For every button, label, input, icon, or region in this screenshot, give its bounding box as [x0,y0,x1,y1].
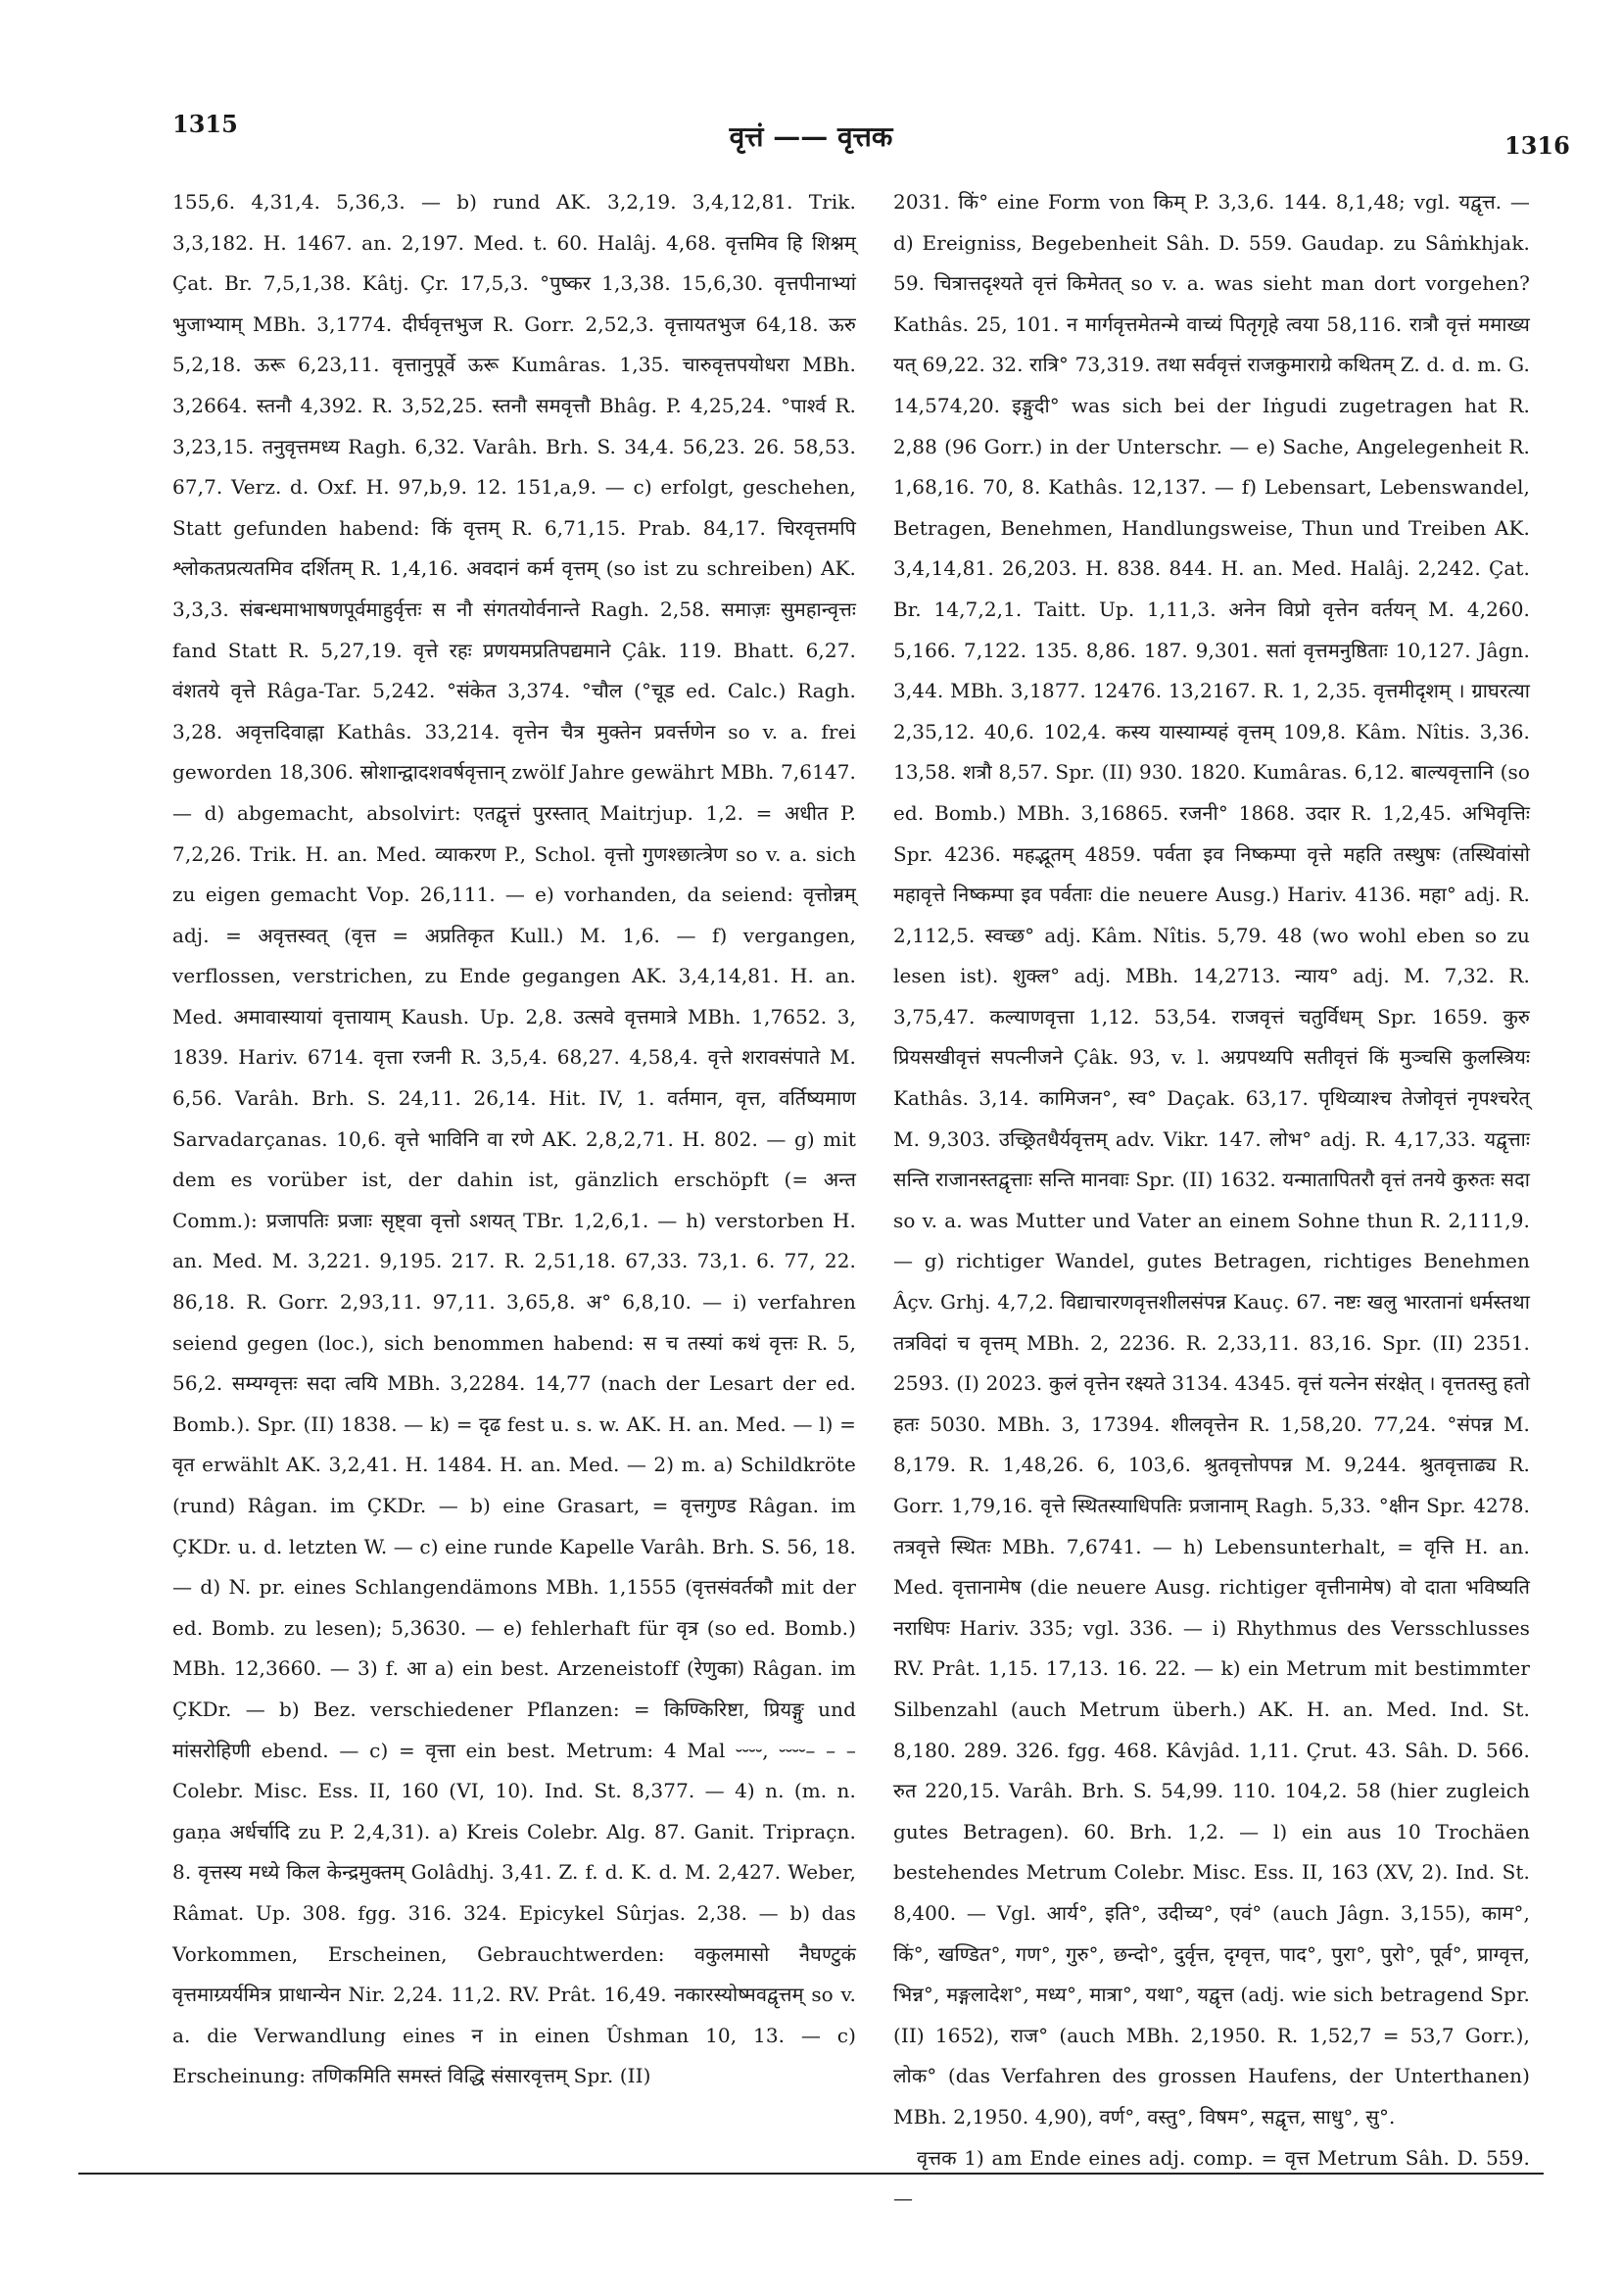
entry-vrttaka: वृत्तक 1) am Ende eines adj. comp. = वृत्त Metrum Sâh. D. 559. — [893,2145,1530,2211]
right-column-text: 2031. किं° eine Form von किम् P. 3,3,6. 144. 8,1,48; vgl. यद्वृत्त. — d) Ereigniss, Begebenheit Sâh. D. 559. Gaudap. zu Sâṁkhjak. 59. चित्रात्तदृश्यते वृत्तं किमेतत् so v. a. was sieht man dort vorgehen? Kathâs. 25, 101. न मार्गवृत्तमेतन्मे वाच्यं पितृगृहे त्वया 58,116. रात्रौ वृत्तं ममाख्य यत् 69,22. 32. रात्रि° 73,319. तथा सर्ववृत्तं राजकुमाराग्रे कथितम् Z. d. d. m. G. 14,574,20. इङ्गुदी° was sich bei der Iṅgudi zugetragen hat R. 2,88 (96 Gorr.) in der Unterschr. — e) Sache, Angelegenheit R. 1,68,16. 70, 8. Kathâs. 12,137. — f) Lebensart, Lebenswandel, Betragen, Benehmen, Handlungsweise, Thun und Treiben AK. 3,4,14,81. 26,203. H. 838. 844. H. an. Med. Halâj. 2,242. Çat. Br. 14,7,2,1. Taitt. Up. 1,11,3. अनेन विप्रो वृत्तेन वर्तयन् M. 4,260. 5,166. 7,122. 135. 8,86. 187. 9,301. सतां वृत्तमनुष्ठिताः 10,127. Jâgn. 3,44. MBh. 3,1877. 12476. 13,2167. R. 1, 2,35. वृत्तमीदृशम् । ग्राघरत्या 2,35,12. 40,6. 102,4. कस्य यास्याम्यहं वृत्तम् 109,8. Kâm. Nîtis. 3,36. 13,58. शत्रौ 8,57. Spr. (II) 930. 1820. Kumâras. 6,12. बाल्यवृत्तानि (so ed. Bomb.) MBh. 3,16865. रजनी° 1868. उदार R. 1,2,45. अभिवृत्तिः Spr. 4236. महद्भूतम् 4859. पर्वता इव निष्कम्पा वृत्ते महति तस्थुषः (तस्थिवांसो महावृत्ते निष्कम्पा इव पर्वताः die neuere Ausg.) Hariv. 4136. महा° adj. R. 2,112,5. स्वच्छ° adj. Kâm. Nîtis. 5,79. 48 (wo wohl eben so zu lesen ist). शुक्ल° adj. MBh. 14,2713. न्याय° adj. M. 7,32. R. 3,75,47. कल्याणवृत्ता 1,12. 53,54. राजवृत्तं चतुर्विधम् Spr. 1659. कुरु प्रियसखीवृत्तं सपत्नीजने Çâk. 93, v. l. अग्रपथ्यपि सतीवृत्तं किं मुञ्चसि कुलस्त्रियः Kathâs. 3,14. कामिजन°, स्व° Daçak. 63,17. पृथिव्याश्च तेजोवृत्तं नृपश्चरेत् M. 9,303. उच्छ्रितधैर्यवृत्तम् adv. Vikr. 147. लोभ° adj. R. 4,17,33. यद्वृत्ताः सन्ति राजानस्तद्वृत्ताः सन्ति मानवाः Spr. (II) 1632. यन्मातापितरौ वृत्तं तनये कुरुतः सदा so v. a. was Mutter und Vater an einem Sohne thun R. 2,111,9. — g) richtiger Wandel, gutes Betragen, richtiges Benehmen Âçv. Grhj. 4,7,2. विद्याचारणवृत्तशीलसंपन्न Kauç. 67. नष्टः खलु भारतानां धर्मस्तथा तत्रविदां च वृत्तम् MBh. 2, 2236. R. 2,33,11. 83,16. Spr. (II) 2351. 2593. (I) 2023. कुलं वृत्तेन रक्ष्यते 3134. 4345. वृत्तं यत्नेन संरक्षेत् । वृत्ततस्तु हतो हतः 5030. MBh. 3, 17394. शीलवृत्तेन R. 1,58,20. 77,24. °संपन्न M. 8,179. R. 1,48,26. 6, 103,6. श्रुतवृत्तोपपन्न M. 9,244. श्रुतवृत्ताढ्य R. Gorr. 1,79,16. वृत्ते स्थितस्याधिपतिः प्रजानाम् Ragh. 5,33. °क्षीन Spr. 4278. तत्रवृत्ते स्थितः MBh. 7,6741. — h) Lebensunterhalt, = वृत्ति H. an. Med. वृत्तानामेष (die neuere Ausg. richtiger वृत्तीनामेष) वो दाता भविष्यति नराधिपः Hariv. 335; vgl. 336. — i) Rhythmus des Versschlusses RV. Prât. 1,15. 17,13. 16. 22. — k) ein Metrum mit bestimmter Silbenzahl (auch Metrum überh.) AK. H. an. Med. Ind. St. 8,180. 289. 326. fgg. 468. Kâvjâd. 1,11. Çrut. 43. Sâh. D. 566. रुत 220,15. Varâh. Brh. S. 54,99. 110. 104,2. 58 (hier zugleich gutes Betragen). 60. Brh. 1,2. — l) ein aus 10 Trochäen bestehendes Metrum Colebr. Misc. Ess. II, 163 (XV, 2). Ind. St. 8,400. — Vgl. आर्य°, इति°, उदीच्य°, एवं° (auch Jâgn. 3,155), काम°, किं°, खण्डित°, गण°, गुरु°, छन्दो°, दुर्वृत्त, दृग्वृत्त, पाद°, पुरा°, पुरो°, पूर्व°, प्राग्वृत्त, भिन्न°, मङ्गलादेश°, मध्य°, मात्रा°, यथा°, यद्वृत्त (adj. wie sich betragend Spr. (II) 1652), राज° (auch MBh. 2,1950. R. 1,52,7 = 53,7 Gorr.), लोक° (das Verfahren des grossen Haufens, der Unterthanen) MBh. 2,1950. 4,90), वर्ण°, वस्तु°, विषम°, सद्वृत्त, साधु°, सु°. [893,190,1530,2129]
right-column [893,182,1530,2220]
page-header [0,110,1622,168]
left-column-text: 155,6. 4,31,4. 5,36,3. — b) rund AK. 3,2,19. 3,4,12,81. Trik. 3,3,182. H. 1467. an. 2,197. Med. t. 60. Halâj. 4,68. वृत्तमिव हि शिश्नम् Çat. Br. 7,5,1,38. Kâtj. Çr. 17,5,3. °पुष्कर 1,3,38. 15,6,30. वृत्तपीनाभ्यां भुजाभ्याम् MBh. 3,1774. दीर्घवृत्तभुज R. Gorr. 2,52,3. वृत्तायतभुज 64,18. ऊरु 5,2,18. ऊरू 6,23,11. वृत्तानुपूर्वे ऊरू Kumâras. 1,35. चारुवृत्तपयोधरा MBh. 3,2664. स्तनौ 4,392. R. 3,52,25. स्तनौ समवृत्तौ Bhâg. P. 4,25,24. °पार्श्व R. 3,23,15. तनुवृत्तमध्य Ragh. 6,32. Varâh. Brh. S. 34,4. 56,23. 26. 58,53. 67,7. Verz. d. Oxf. H. 97,b,9. 12. 151,a,9. — c) erfolgt, geschehen, Statt gefunden habend: किं वृत्तम् R. 6,71,15. Prab. 84,17. चिरवृत्तमपि श्लोकतप्रत्यतमिव दर्शितम् R. 1,4,16. अवदानं कर्म वृत्तम् (so ist zu schreiben) AK. 3,3,3. संबन्धमाभाषणपूर्वमाहुर्वृत्तः स नौ संगतयोर्वनान्ते Ragh. 2,58. समाज़ः सुमहान्वृत्तः fand Statt R. 5,27,19. वृत्ते रहः प्रणयमप्रतिपद्यमाने Çâk. 119. Bhatt. 6,27. वंशतये वृत्ते Râga-Tar. 5,242. °संकेत 3,374. °चौल (°चूड ed. Calc.) Ragh. 3,28. अवृत्तदिवाह्ना Kathâs. 33,214. वृत्तेन चैत्र मुक्तेन प्रवर्त्तणेन so v. a. frei geworden 18,306. स्रोशान्द्वादशवर्षवृत्तान् zwölf Jahre gewährt MBh. 7,6147. — d) abgemacht, absolvirt: एतद्वृत्तं पुरस्तात् Maitrjup. 1,2. = अधीत P. 7,2,26. Trik. H. an. Med. व्याकरण P., Schol. वृत्तो गुणश्छात्त्रेण so v. a. sich zu eigen gemacht Vop. 26,111. — e) vorhanden, da seiend: वृत्तोन्नम् adj. = अवृत्तस्वत् (वृत्त = अप्रतिकृत Kull.) M. 1,6. — f) vergangen, verflossen, verstrichen, zu Ende gegangen AK. 3,4,14,81. H. an. Med. अमावास्यायां वृत्तायाम् Kaush. Up. 2,8. उत्सवे वृत्तमात्रे MBh. 1,7652. 3, 1839. Hariv. 6714. वृत्ता रजनी R. 3,5,4. 68,27. 4,58,4. वृत्ते शरावसंपाते M. 6,56. Varâh. Brh. S. 24,11. 26,14. Hit. IV, 1. वर्तमान, वृत्त, वर्तिष्यमाण Sarvadarçanas. 10,6. वृत्ते भाविनि वा रणे AK. 2,8,2,71. H. 802. — g) mit dem es vorüber ist, der dahin ist, gänzlich erschöpft (= अन्त Comm.): प्रजापतिः प्रजाः सृष्ट्वा वृत्तो ऽशयत् TBr. 1,2,6,1. — h) verstorben H. an. Med. M. 3,221. 9,195. 217. R. 2,51,18. 67,33. 73,1. 6. 77, 22. 86,18. R. Gorr. 2,93,11. 97,11. 3,65,8. अ° 6,8,10. — i) verfahren seiend gegen (loc.), sich benommen habend: स च तस्यां कथं वृत्तः R. 5, 56,2. सम्यग्वृत्तः सदा त्वयि MBh. 3,2284. 14,77 (nach der Lesart der ed. Bomb.). Spr. (II) 1838. — k) = दृढ fest u. s. w. AK. H. an. Med. — l) = वृत erwählt AK. 3,2,41. H. 1484. H. an. Med. — 2) m. a) Schildkröte (rund) Râgan. im ÇKDr. — b) eine Grasart, = वृत्तगुण्ड Râgan. im ÇKDr. u. d. letzten W. — c) eine runde Kapelle Varâh. Brh. S. 56, 18. — d) N. pr. eines Schlangendämons MBh. 1,1555 (वृत्तसंवर्तकौ mit der ed. Bomb. zu lesen); 5,3630. — e) fehlerhaft für वृत्र (so ed. Bomb.) MBh. 12,3660. — 3) f. आ a) ein best. Arzeneistoff (रेणुका) Râgan. im ÇKDr. — b) Bez. verschiedener Pflanzen: = किण्किरिष्टा, प्रियङ्गु und मांसरोहिणी ebend. — c) = वृत्ता ein best. Metrum: 4 Mal ⏑⏑⏑⏑, ⏑⏑⏑⏑– – – Colebr. Misc. Ess. II, 160 (VI, 10). Ind. St. 8,377. — 4) n. (m. n. gaṇa अर्धर्चादि zu P. 2,4,31). a) Kreis Colebr. Alg. 87. Ganit. Tripraçn. 8. वृत्तस्य मध्ये किल केन्द्रमुक्तम् Golâdhj. 3,41. Z. f. d. K. d. M. 2,427. Weber, Râmat. Up. 308. fgg. 316. 324. Epicykel Sûrjas. 2,38. — b) das Vorkommen, Erscheinen, Gebrauchtwerden: वकुलमासो नैघण्टुकं वृत्तमाग्र्यर्यमित्र प्राधान्येन Nir. 2,24. 11,2. RV. Prât. 16,49. नकारस्योष्मवद्वृत्तम् so v. a. die Verwandlung eines न in einen Ûshman 10, 13. — c) Erscheinung: तणिकमिति समस्तं विद्धि संसारवृत्तम् Spr. (II) [172,190,856,2088]
left-column [172,182,856,2097]
bottom-rule [78,2173,1544,2175]
page-number-left: 1315 [172,110,238,138]
running-title: वृत्तं —— वृत्तक [729,120,893,153]
page-number-right: 1316 [1504,131,1570,160]
